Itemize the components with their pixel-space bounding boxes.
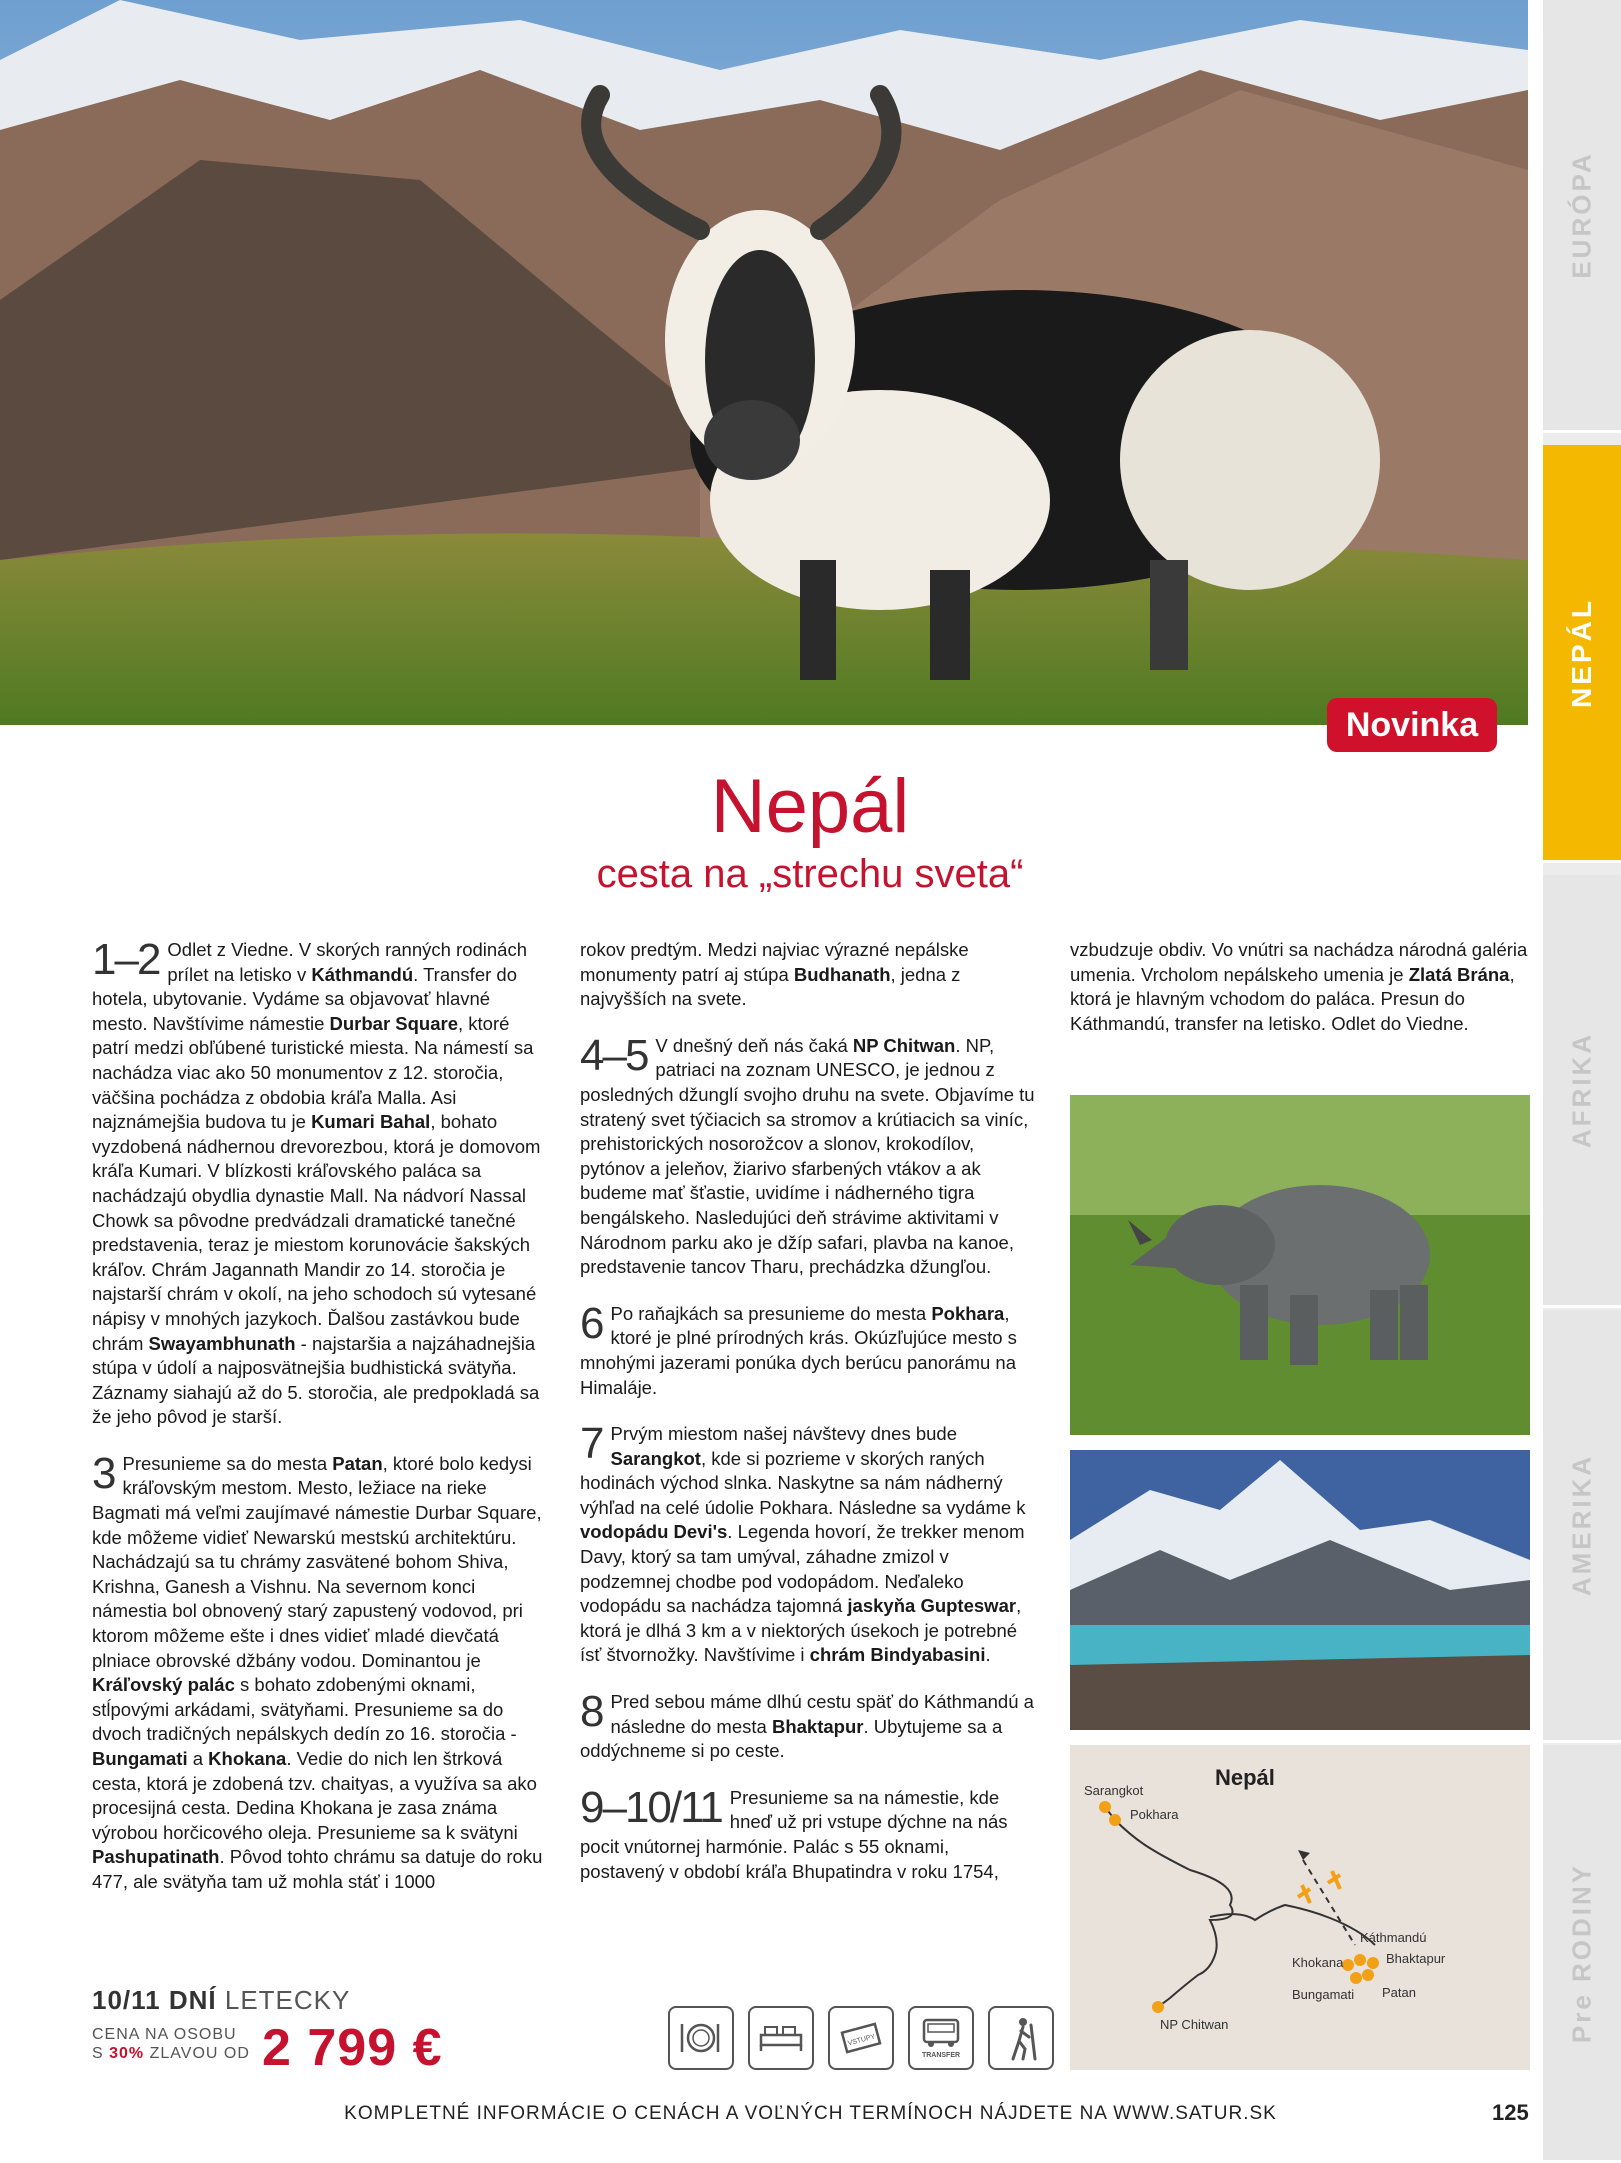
itinerary-day-1-2: 1–2 Odlet z Viedne. V skorých ranných rodinách prílet na letisko v Káthmandú. Transfer do hotela, ubytovanie. Vydáme sa objavovať hlavné mesto. Navštívime námestie Durbar Square, ktoré patrí medzi obľúbené turistické miesta. Na námestí sa nachádza viac ako 50 monumentov z 12. storočia, väčšina pochádza z obdobia kráľa Malla. Asi najznámejšia budova tu je Kumari Bahal, bohato vyzdobená nádhernou drevorezbou, ktorá je domovom kráľa Kumari. V blízkosti kráľovského paláca sa nachádzajú obydlia dynastie Mall. Na nádvorí Nassal Chowk sa pôvodne predvádzali dramatické tanečné predstavenia, teraz je miestom korunovácie šakských kráľov. Chrám Jagannath Mandir zo 14. storočia je najstarší chrám v okolí, na jeho schodoch sú vytesané nápisy v mnohých jazykoch. Ďalšou zastávkou bude chrám Swayambhunath - najstaršia a najzáhadnejšia stúpa v údolí a najposvätnejšia budhistická svätyňa. Záznamy siahajú až do 5. storočia, ale predpokladá sa že jeho pôvod je starší. (92, 935, 541, 1428)
day-number: 8 (580, 1687, 603, 1737)
meals-icon (668, 2006, 734, 2070)
map-label-bhaktapur: Bhaktapur (1386, 1951, 1446, 1966)
entry-tickets-icon (828, 2006, 894, 2070)
map-label-patan: Patan (1382, 1985, 1416, 2000)
page-subtitle: cesta na „strechu sveta“ (596, 852, 1024, 896)
itinerary-day-7: 7 Prvým miestom našej návštevy dnes bude Sarangkot, kde si pozrieme v skorých raných hodinách východ slnka. Naskytne sa nám nádherný výhľad na celé údolie Pokhara. Následne sa vydáme k vodopádu Devi's. Legenda hovorí, že trekker menom Davy, ktorý sa tam umýval, záhadne zmizol v podzemnej chodbe pod vodopádom. Neďaleko vodopádu sa nachádza tajomná jaskyňa Gupteswar, ktorá je dlhá 3 km a v niektorých úsekoch je potrebné ísť štvornožky. Navštívime i chrám Bindyabasini. (580, 1419, 1026, 1666)
day-number: 1–2 (92, 935, 160, 984)
photo-mountain-lake (1070, 1450, 1530, 1730)
hiking-icon (988, 2006, 1054, 2070)
route-map (1070, 1745, 1530, 2070)
map-title: Nepál (1215, 1765, 1275, 1790)
day-number: 3 (92, 1448, 115, 1498)
page-number: 125 (1492, 2100, 1529, 2125)
price-label: CENA NA OSOBU S 30% ZLAVOU OD (92, 2026, 250, 2062)
page-title: Nepál (710, 764, 910, 849)
tab-pre-rodiny[interactable]: Pre RODINY (1543, 1745, 1621, 2163)
itinerary-day-8: 8 Pred sebou máme dlhú cestu späť do Káthmandú a následne do mesta Bhaktapur. Ubytujeme sa a oddýchneme si po ceste. (580, 1687, 1034, 1762)
region-tab-bar (1543, 0, 1621, 2160)
day-number: 7 (580, 1419, 603, 1469)
itinerary-day-4-5: 4–5 V dnešný deň nás čaká NP Chitwan. NP, patriaci na zoznam UNESCO, je jednou z posledných džunglí svojho druhu na svete. Objavíme tu stratený svet týčiacich sa stromov a krútiacich sa viníc, prehistorických nosorožcov a slonov, krokodílov, pytónov a jeleňov, žiarivo sfarbených vtákov a ak budeme mať šťastie, uvidíme i nádherného tigra bengálskeho. Nasledujúci deň strávime aktivitami v Národnom parku ako je džíp safari, plavba na kanoe, predstavenie tancov Tharu, prechádzka džungľou. (580, 1030, 1035, 1278)
map-label-np-chitwan: NP Chitwan (1160, 2017, 1229, 2032)
itinerary-day-9-11: 9–10/11 Presunieme sa na námestie, kde hneď už pri vstupe dýchne na nás pocit vnútornej harmónie. Palác s 55 oknami, postavený v období kráľa Bhupatindra v roku 1754, (580, 1782, 1008, 1882)
day-number: 9–10/11 (580, 1782, 722, 1832)
itinerary-column-2 (580, 938, 1035, 1906)
itinerary-column-1 (92, 935, 547, 1917)
itinerary-day-9-11-cont: vzbudzuje obdiv. Vo vnútri sa nachádza národná galéria umenia. Vrcholom nepálskeho umenia je Zlatá Brána, ktorá je hlavným vchodom do paláca. Presun do Káthmandú, transfer na letisko. Odlet do Viedne. (1070, 939, 1528, 1034)
map-label-sarangkot: Sarangkot (1084, 1783, 1144, 1798)
tab-afrika[interactable]: AFRIKA (1543, 875, 1621, 1308)
novinka-badge: Novinka (1327, 698, 1497, 752)
day-number: 4–5 (580, 1030, 648, 1080)
tab-nepal[interactable]: NEPÁL (1543, 445, 1621, 863)
transfer-bus-icon (908, 2006, 974, 2070)
included-services (668, 2006, 1054, 2070)
map-label-pokhara: Pokhara (1130, 1807, 1179, 1822)
hero-photo-yak (0, 0, 1528, 725)
day-number: 6 (580, 1298, 603, 1348)
itinerary-day-3: 3 Presunieme sa do mesta Patan, ktoré bolo kedysi kráľovským mestom. Mesto, ležiace na rieke Bagmati má veľmi zaujímavé námestie Durbar Square, kde môžeme vidieť Newarskú mestskú architektúru. Nachádzajú sa tu chrámy zasvätené bohom Shiva, Krishna, Ganesh a Vishnu. Na severnom konci námestia bol obnovený starý zapustený vodovod, pri ktorom môžeme ešte i dnes vidieť mladé dievčatá plniace obrovské džbány vodou. Dominantou je Kráľovský palác s bohato zdobenými oknami, stĺpovými arkádami, svätyňami. Presunieme sa do dvoch tradičných nepálskych dedín zo 16. storočia - Bungamati a Khokana. Vedie do nich len štrková cesta, ktorá je zdobená tzv. chaityas, a využíva sa ako procesijná cesta. Dedina Khokana je zasa známa výrobou horčicového oleja. Presunieme sa k svätyni Pashupatinath. Pôvod tohto chrámu sa datuje do roku 477, ale svätyňa tam už mohla stáť i 1000 (92, 1448, 543, 1892)
svg-text:VSTUPY: VSTUPY (847, 2033, 877, 2048)
footer-info: KOMPLETNÉ INFORMÁCIE O CENÁCH A VOĽNÝCH TERMÍNOCH NÁJDETE NA WWW.SATUR.SK (344, 2103, 1277, 2124)
price-value: 2 799 € (262, 2019, 443, 2077)
photo-rhinoceros (1070, 1095, 1530, 1435)
accommodation-bed-icon (748, 2006, 814, 2070)
itinerary-day-3-cont: rokov predtým. Medzi najviac výrazné nepálske monumenty patrí aj stúpa Budhanath, jedna z najvyšších na svete. (580, 939, 969, 1010)
map-label-kathmandu: Káthmandú (1360, 1930, 1427, 1945)
itinerary-day-6: 6 Po raňajkách sa presunieme do mesta Pokhara, ktoré je plné prírodných krás. Okúzľujúce mesto s mnohými jazerami ponúka dych berúcu panorámu na Himaláje. (580, 1298, 1017, 1398)
svg-text:TRANSFER: TRANSFER (921, 2052, 961, 2059)
tab-europa[interactable]: EURÓPA (1543, 0, 1621, 433)
map-label-bungamati: Bungamati (1292, 1987, 1355, 2002)
trip-duration: 10/11 DNÍ LETECKY (92, 1985, 351, 2015)
itinerary-column-3 (1070, 938, 1530, 1058)
map-label-khokana: Khokana (1292, 1955, 1344, 1970)
tab-amerika[interactable]: AMERIKA (1543, 1310, 1621, 1743)
